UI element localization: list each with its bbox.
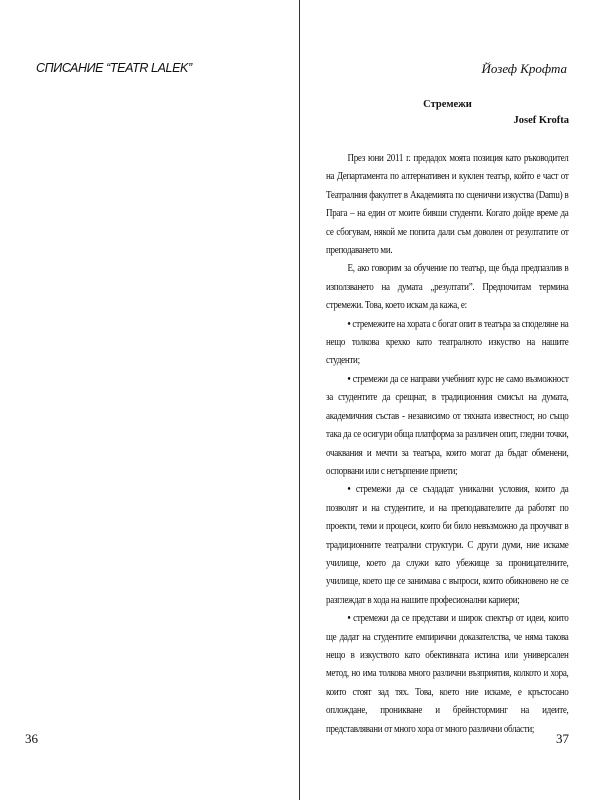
body-paragraph — [326, 260, 569, 315]
journal-running-head: СПИСАНИЕ “TEATR LALEK” — [36, 61, 192, 75]
page-number-left: 36 — [25, 731, 38, 746]
paragraph-text: стремежи да се направи учебният курс не само възможност за студентите да срещнат, в традиционния смисъл на думата, академичния състав - независимо от тяхната известност, но също така да се осигури обща платформа за различен опит, гледни точки, очаквания и мечти за театъра, които могат да бъдат обменени, оспорвани или с нетърпение приети; — [326, 373, 569, 477]
paragraph-text: стремежите на хората с богат опит в театъра за споделяне на нещо толкова крехко като театралното изкуство на нашите студенти; — [326, 318, 569, 367]
bullet-paragraph — [326, 316, 569, 371]
article-author: Josef Krofta — [513, 115, 569, 126]
page-number-right: 37 — [556, 731, 569, 746]
paragraph-text: стремежи да се представи и широк спектър от идеи, които ще дадат на студентите емпирични доказателства, че няма такова нещо в изкуството като обективната истина или универсален метод, но има толкова много различни възприятия, колкото и хора, които стоят зад тях. Това, което ние искаме, е кръстосано оплождане, проникване и брейнсторминг на идеите, представлявани от много хора от много различни области; — [326, 613, 569, 735]
bullet-paragraph — [326, 371, 569, 481]
bullet-paragraph — [326, 481, 569, 610]
paragraph-text: Е, ако говорим за обучение по театър, ще бъда предпазлив в използването на думата „резултати”. Предпочитам термина стремежи. Това, което искам да кажа, е: — [326, 263, 569, 312]
article — [326, 98, 569, 739]
paragraph-text: стремежи да се създадат уникални условия, които да позволят и на студентите, и на преподавателите да работят по проекти, теми и процеси, които би било невъзможно да проучват в традиционните театрални структури. С други думи, ние искаме училище, което да служи като убежище за проницателните, училище, което ще се занимава с въпроси, които обикновено не се разглеждат в хода на нашите професионални кариери; — [326, 484, 569, 606]
bullet-icon: • — [347, 613, 354, 625]
body-paragraph — [326, 150, 569, 260]
bullet-paragraph — [326, 610, 569, 739]
article-body — [326, 150, 569, 739]
bullet-icon: • — [347, 318, 353, 330]
paragraph-text: През юни 2011 г. предадох моята позиция като ръководител на Департамента по алтернативен и куклен театър, който е част от Театралния факултет в Академията по сценични изкуства (Damu) в Прага – на един от моите бивши студенти. Когато дойде време да се сбогувам, някой ме попита дали съм доволен от резултатите от преподаването ми. — [326, 153, 569, 257]
article-title: Стремежи — [423, 99, 472, 110]
author-running-head: Йозеф Крофта — [481, 61, 567, 76]
bullet-icon: • — [347, 484, 356, 496]
right-page — [301, 0, 600, 800]
bullet-icon: • — [347, 373, 353, 385]
